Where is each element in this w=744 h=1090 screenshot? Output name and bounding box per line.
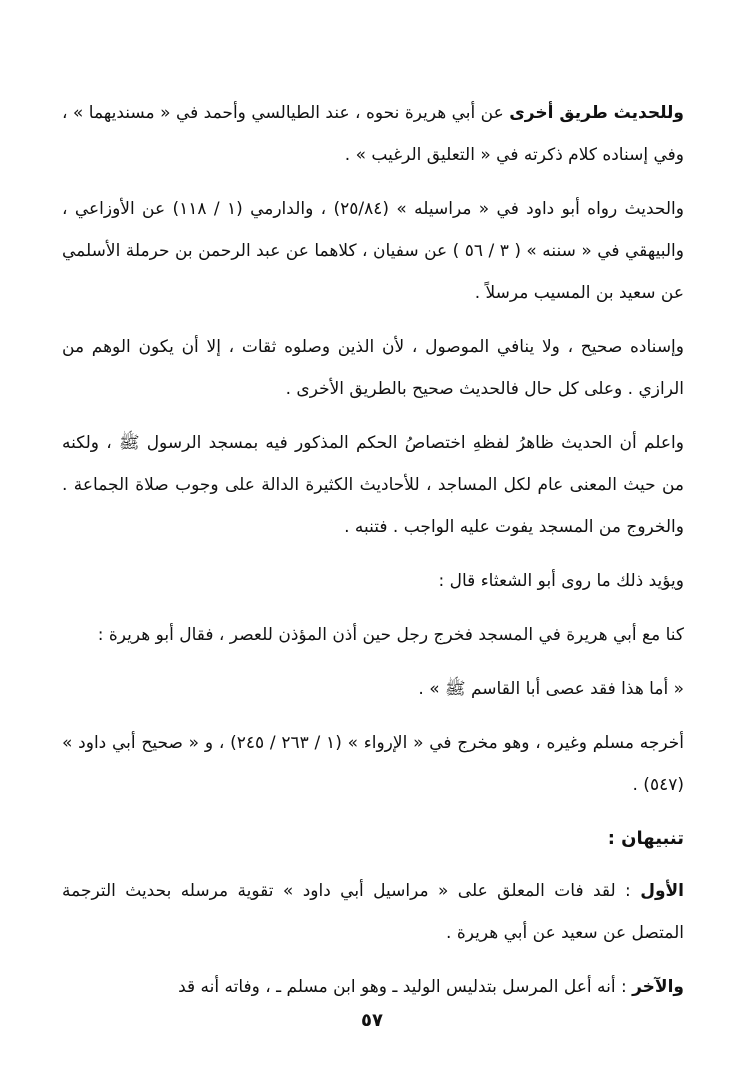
page-body [62,92,684,1032]
paragraph-1-text: عن أبي هريرة نحوه ، عند الطيالسي وأحمد في « مسنديهما » ، وفي إسناده كلام ذكرته في « التعليق الرغيب » . [62,103,684,165]
takhrij-paragraph: أخرجه مسلم وغيره ، وهو مخرج في « الإرواء » (١ / ٢٦٣ / ٢٤٥) ، و « صحيح أبي داود » (٥٤٧) . [62,733,684,795]
hadith-quote: « أما هذا فقد عصى أبا القاسم ﷺ » . [418,679,684,699]
tanbih-second-lead: والآخر [632,977,684,997]
tanbih-first-text: : لقد فات المعلق على « مراسيل أبي داود » تقوية مرسله بحديث الترجمة المتصل عن سعيد عن أبي هريرة . [62,881,684,943]
tanbih-first-lead: الأول [640,881,684,901]
tanbih-second-text: : أنه أعل المرسل بتدليس الوليد ـ وهو ابن مسلم ـ ، وفاته أنه قد [178,977,633,997]
paragraph-5: ويؤيد ذلك ما روى أبو الشعثاء قال : [438,571,684,591]
paragraph-2: والحديث رواه أبو داود في « مراسيله » (٢٥/٨٤) ، والدارمي (١ / ١١٨) عن الأوزاعي ، والبيهقي في « سننه » ( ٣ / ٥٦ ) عن سفيان ، كلاهما عن عبد الرحمن بن حرملة الأسلمي عن سعيد بن المسيب مرسلاً . [62,199,684,303]
paragraph-4: واعلم أن الحديث ظاهرُ لفظهِ اختصاصُ الحكم المذكور فيه بمسجد الرسول ﷺ ، ولكنه من حيث المعنى عام لكل المساجد ، للأحاديث الكثيرة الدالة على وجوب صلاة الجماعة . والخروج من المسجد يفوت عليه الواجب . فتنبه . [62,433,684,537]
paragraph-3: وإسناده صحيح ، ولا ينافي الموصول ، لأن الذين وصلوه ثقات ، إلا أن يكون الوهم من الرازي . وعلى كل حال فالحديث صحيح بالطريق الأخرى . [62,337,684,399]
tanbih-first [62,870,684,954]
paragraph-6: كنا مع أبي هريرة في المسجد فخرج رجل حين أذن المؤذن للعصر ، فقال أبو هريرة : [97,625,684,645]
page-number: ٥٧ [361,1010,383,1031]
paragraph-1-lead: وللحديث طريق أخرى [509,103,684,123]
tanbih-second [62,966,684,1008]
paragraph-1 [62,92,684,176]
tanbihat-heading: تنبيهان : [607,828,684,849]
